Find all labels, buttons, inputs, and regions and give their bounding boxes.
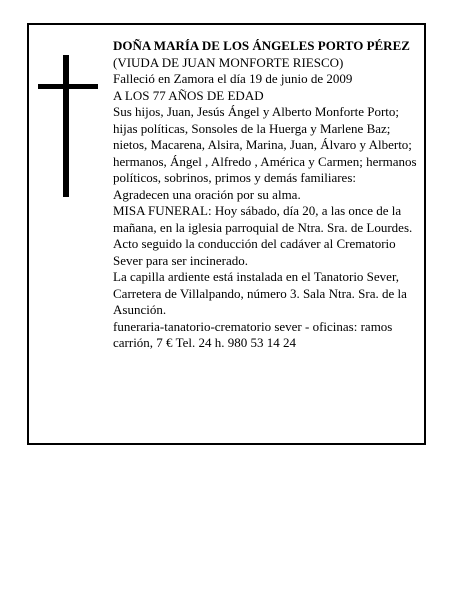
widow-line: (VIUDA DE JUAN MONFORTE RIESCO) — [113, 54, 344, 70]
cross-horizontal-bar — [38, 84, 98, 89]
chapel-paragraph: La capilla ardiente está instalada en el Tanatorio Sever, Carretera de Villalpando, número 3. Sala Ntra. Sra. de la Asunción. — [113, 269, 407, 317]
funeral-paragraph: MISA FUNERAL: Hoy sábado, día 20, a las once de la mañana, en la iglesia parroquial de Ntra. Sra. de Lourdes. Acto seguido la conducción del cadáver al Crematorio Sever para ser incinerado. — [113, 203, 413, 268]
deceased-name: DOÑA MARÍA DE LOS ÁNGELES PORTO PÉREZ — [113, 38, 410, 53]
obituary-text — [113, 38, 419, 352]
cross-vertical-bar — [63, 55, 69, 197]
family-paragraph: Sus hijos, Juan, Jesús Ángel y Alberto Monforte Porto; hijas políticas, Sonsoles de la Huerga y Marlene Baz; nietos, Macarena, Alsira, Marina, Juan, Álvaro y Alberto; hermanos, Ángel , Alfredo , América y Carmen; hermanos políticos, sobrinos, primos y demás familiares: — [113, 104, 417, 185]
footer-contact: funeraria-tanatorio-crematorio sever - oficinas: ramos carrión, 7 € Tel. 24 h. 980 53 14 24 — [113, 318, 393, 350]
death-line: Falleció en Zamora el día 19 de junio de 2009 — [113, 71, 353, 86]
cross-icon — [38, 55, 98, 197]
age-line: A LOS 77 AÑOS DE EDAD — [113, 87, 264, 103]
prayer-line: Agradecen una oración por su alma. — [113, 186, 301, 202]
